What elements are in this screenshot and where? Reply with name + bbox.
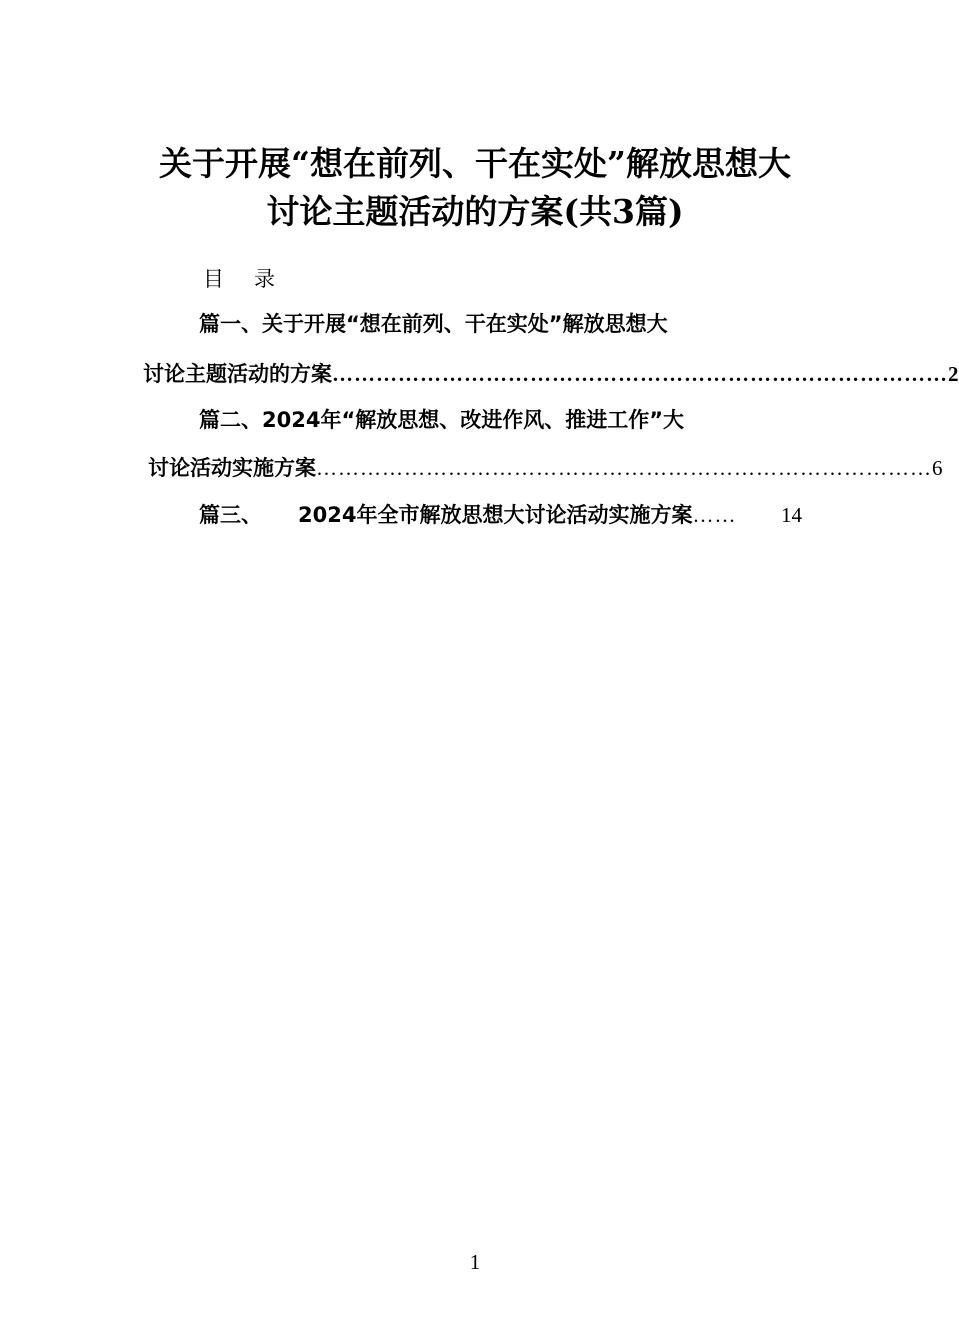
document-title-line-1: 关于开展“想在前列、干在实处”解放思想大 <box>159 144 791 183</box>
toc-entry-3-dots: …… <box>692 503 737 527</box>
toc-heading-part-2: 录 <box>254 267 275 291</box>
toc-entry-1-line-1[interactable]: 篇一、关于开展“想在前列、干在实处”解放思想大 <box>199 312 668 336</box>
toc-heading-part-1: 目 <box>203 267 224 291</box>
document-title-line-2: 讨论主题活动的方案(共3篇) <box>266 192 684 231</box>
toc-entry-3-page: 14 <box>781 503 802 527</box>
toc-entry-3-prefix: 篇三、 <box>199 503 262 527</box>
toc-entry-2-line-2[interactable] <box>148 453 943 483</box>
toc-entry-2-line-1[interactable]: 篇二、2024年“解放思想、改进作风、推进工作”大 <box>199 408 685 432</box>
toc-entry-1-page: 2 <box>948 362 959 386</box>
page-number: 1 <box>469 1250 481 1274</box>
toc-entry-3[interactable] <box>199 500 802 530</box>
toc-entry-1-text: 讨论主题活动的方案 <box>143 362 332 386</box>
toc-entry-1-dots: ………………………………………………………………………… <box>332 362 948 386</box>
toc-entry-2-dots: ………………………………………………………………………… <box>316 456 932 480</box>
toc-entry-2-text: 讨论活动实施方案 <box>148 456 316 480</box>
toc-heading <box>203 264 275 294</box>
toc-entry-3-text: 2024年全市解放思想大讨论活动实施方案 <box>298 503 693 527</box>
toc-entry-2-page: 6 <box>932 456 943 480</box>
toc-entry-1-line-2[interactable] <box>143 359 959 389</box>
